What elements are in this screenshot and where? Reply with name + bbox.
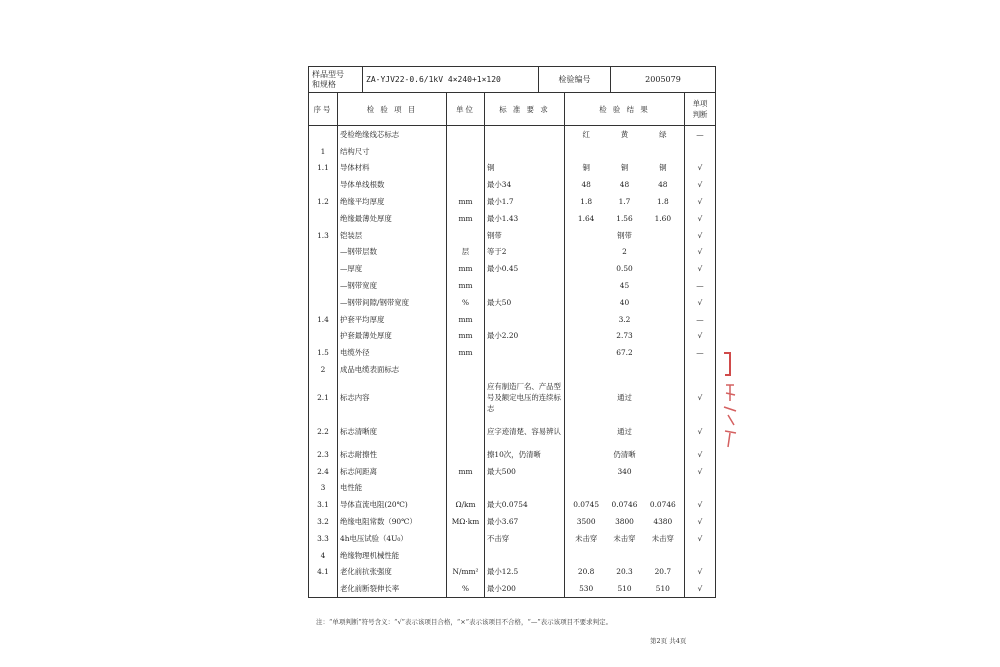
seq-cell — [309, 580, 338, 597]
requirement-cell: 等于2 — [485, 244, 565, 261]
judgment-cell: √ — [685, 260, 716, 277]
result-value: 未击穿 — [651, 533, 674, 543]
item-cell: 绝缘平均厚度 — [338, 193, 447, 210]
judgment-cell: √ — [685, 496, 716, 513]
table-row — [309, 496, 716, 513]
result-cell — [565, 361, 685, 378]
result-cell: 通过 — [565, 418, 685, 446]
requirement-cell: 最小200 — [485, 580, 565, 597]
table-row — [309, 328, 716, 345]
item-cell: —钢带宽度 — [338, 277, 447, 294]
requirement-cell: 最小2.20 — [485, 328, 565, 345]
unit-cell — [447, 227, 485, 244]
unit-cell — [447, 530, 485, 547]
result-cell — [565, 480, 685, 497]
judgment-cell: √ — [685, 580, 716, 597]
result-cell — [565, 176, 685, 193]
seq-cell — [309, 244, 338, 261]
seq-cell: 1.4 — [309, 311, 338, 328]
unit-cell — [447, 361, 485, 378]
table-row — [309, 530, 716, 547]
result-value: 48 — [619, 180, 630, 190]
table-row — [309, 143, 716, 160]
inspection-no-label: 检验编号 — [539, 67, 611, 93]
judgment-cell: √ — [685, 160, 716, 177]
result-value: 1.8 — [580, 197, 593, 207]
item-cell: 标志耐擦性 — [338, 446, 447, 463]
judgment-cell — [685, 143, 716, 160]
judgment-cell: √ — [685, 294, 716, 311]
item-cell: 结构尺寸 — [338, 143, 447, 160]
requirement-cell: 最小1.43 — [485, 210, 565, 227]
seq-cell: 2.1 — [309, 378, 338, 418]
requirement-cell — [485, 547, 565, 564]
item-cell: 导体单线根数 — [338, 176, 447, 193]
seq-cell: 3.2 — [309, 513, 338, 530]
unit-cell: mm — [447, 260, 485, 277]
requirement-cell: 最大0.0754 — [485, 496, 565, 513]
unit-cell: Ω/km — [447, 496, 485, 513]
result-value: 0.0746 — [649, 500, 676, 510]
result-value: 0.0745 — [573, 500, 600, 510]
sample-info-table — [308, 66, 716, 93]
table-row — [309, 210, 716, 227]
result-cell — [565, 547, 685, 564]
result-value: 1.64 — [577, 213, 595, 223]
table-row — [309, 361, 716, 378]
requirement-cell — [485, 480, 565, 497]
table-row — [309, 126, 716, 143]
unit-cell: mm — [447, 344, 485, 361]
result-value: 未击穿 — [613, 533, 636, 543]
result-cell: 2 — [565, 244, 685, 261]
requirement-cell: 最小3.67 — [485, 513, 565, 530]
judgment-cell: √ — [685, 378, 716, 418]
item-cell: 老化前断裂伸长率 — [338, 580, 447, 597]
item-cell: 绝缘电阻常数（90℃） — [338, 513, 447, 530]
judgment-cell: — — [685, 126, 716, 143]
unit-cell — [447, 547, 485, 564]
unit-cell — [447, 176, 485, 193]
result-value: 48 — [581, 180, 591, 190]
unit-cell: mm — [447, 463, 485, 480]
item-cell: —钢带层数 — [338, 244, 447, 261]
unit-cell — [447, 446, 485, 463]
result-cell: 通过 — [565, 378, 685, 418]
result-cell — [565, 496, 685, 513]
item-cell: 成品电缆表面标志 — [338, 361, 447, 378]
result-value: 铜 — [659, 163, 667, 173]
result-value: 510 — [655, 584, 670, 594]
item-cell: 4h电压试验（4U₀） — [338, 530, 447, 547]
item-cell: 老化前抗张强度 — [338, 564, 447, 581]
item-cell: 导体材料 — [338, 160, 447, 177]
unit-cell: MΩ·km — [447, 513, 485, 530]
result-value: 48 — [658, 180, 668, 190]
result-value: 0.0746 — [611, 500, 638, 510]
result-cell: 67.2 — [565, 344, 685, 361]
result-cell — [565, 143, 685, 160]
table-row — [309, 176, 716, 193]
table-row — [309, 193, 716, 210]
seq-cell — [309, 126, 338, 143]
result-cell: 40 — [565, 294, 685, 311]
unit-cell: % — [447, 294, 485, 311]
requirement-cell: 最小34 — [485, 176, 565, 193]
requirement-cell: 最大500 — [485, 463, 565, 480]
judgment-cell: √ — [685, 463, 716, 480]
result-cell: 0.50 — [565, 260, 685, 277]
col-judgment: 单项 判断 — [685, 93, 716, 126]
judgment-cell: √ — [685, 418, 716, 446]
requirement-cell — [485, 311, 565, 328]
result-value: 1.7 — [618, 197, 631, 207]
item-cell: 标志内容 — [338, 378, 447, 418]
table-row — [309, 244, 716, 261]
table-row — [309, 580, 716, 597]
requirement-cell — [485, 277, 565, 294]
requirement-cell: 最大50 — [485, 294, 565, 311]
requirement-cell: 最小12.5 — [485, 564, 565, 581]
red-seal-stamp-edge — [722, 345, 750, 455]
inspection-no-value: 2005079 — [611, 67, 716, 93]
item-cell: 标志清晰度 — [338, 418, 447, 446]
unit-cell: mm — [447, 328, 485, 345]
seq-cell — [309, 294, 338, 311]
results-table — [308, 92, 716, 598]
result-value: 20.8 — [577, 567, 595, 577]
table-row — [309, 564, 716, 581]
item-cell: 绝缘物理机械性能 — [338, 547, 447, 564]
table-row — [309, 513, 716, 530]
judgment-cell: — — [685, 311, 716, 328]
seq-cell: 3.1 — [309, 496, 338, 513]
seq-cell: 1.3 — [309, 227, 338, 244]
col-item: 检 验 项 目 — [338, 93, 447, 126]
seq-cell — [309, 210, 338, 227]
item-cell: 导体直流电阻(20℃) — [338, 496, 447, 513]
seq-cell — [309, 328, 338, 345]
result-cell — [565, 530, 685, 547]
requirement-cell — [485, 361, 565, 378]
result-value: 1.56 — [616, 213, 633, 223]
col-unit: 单位 — [447, 93, 485, 126]
model-value: ZA-YJV22-0.6/1kV 4×240+1×120 — [363, 67, 539, 93]
item-cell: 铠装层 — [338, 227, 447, 244]
table-row — [309, 311, 716, 328]
result-value: 1.60 — [654, 213, 672, 223]
seq-cell: 3 — [309, 480, 338, 497]
judgment-cell: √ — [685, 513, 716, 530]
col-result: 检 验 结 果 — [565, 93, 685, 126]
table-row — [309, 227, 716, 244]
unit-cell: N/mm² — [447, 564, 485, 581]
unit-cell — [447, 126, 485, 143]
table-row — [309, 480, 716, 497]
seq-cell: 4 — [309, 547, 338, 564]
table-row — [309, 463, 716, 480]
requirement-cell — [485, 126, 565, 143]
judgment-cell: √ — [685, 564, 716, 581]
judgment-cell: √ — [685, 210, 716, 227]
requirement-cell: 钢带 — [485, 227, 565, 244]
result-value: 530 — [579, 584, 594, 594]
item-cell: 绝缘最薄处厚度 — [338, 210, 447, 227]
seq-cell: 2.4 — [309, 463, 338, 480]
table-row — [309, 446, 716, 463]
result-cell: 45 — [565, 277, 685, 294]
result-value: 黄 — [620, 129, 629, 139]
requirement-cell: 最小0.45 — [485, 260, 565, 277]
seq-cell — [309, 277, 338, 294]
requirement-cell: 应有制造厂名、产品型号及额定电压的连续标志 — [485, 378, 565, 418]
item-cell: 护套平均厚度 — [338, 311, 447, 328]
table-row — [309, 160, 716, 177]
result-value: 3800 — [615, 517, 634, 527]
judgment-cell — [685, 547, 716, 564]
result-value: 4380 — [653, 517, 673, 527]
judgment-cell: √ — [685, 328, 716, 345]
result-cell — [565, 513, 685, 530]
requirement-cell — [485, 344, 565, 361]
unit-cell: mm — [447, 277, 485, 294]
judgment-cell: — — [685, 277, 716, 294]
table-row — [309, 344, 716, 361]
result-cell: 仍清晰 — [565, 446, 685, 463]
seq-cell — [309, 176, 338, 193]
footnote: 注：“单项判断”符号含义：“√”表示该项目合格，“×”表示该项目不合格，“—”表示该项目不要求判定。 — [316, 618, 613, 626]
seq-cell: 3.3 — [309, 530, 338, 547]
col-seq: 序号 — [309, 93, 338, 126]
item-cell: 电缆外径 — [338, 344, 447, 361]
item-cell: 标志间距离 — [338, 463, 447, 480]
unit-cell — [447, 378, 485, 418]
test-report-sheet — [308, 66, 716, 598]
result-value: 绿 — [659, 129, 667, 139]
seq-cell: 1.2 — [309, 193, 338, 210]
requirement-cell: 应字迹清楚、容易辨认 — [485, 418, 565, 446]
seq-cell: 1 — [309, 143, 338, 160]
unit-cell: % — [447, 580, 485, 597]
judgment-cell: √ — [685, 227, 716, 244]
seq-cell: 1.5 — [309, 344, 338, 361]
unit-cell: mm — [447, 210, 485, 227]
result-value: 3500 — [576, 517, 596, 527]
unit-cell — [447, 480, 485, 497]
judgment-cell: — — [685, 344, 716, 361]
table-row — [309, 547, 716, 564]
result-cell: 340 — [565, 463, 685, 480]
table-row — [309, 294, 716, 311]
seq-cell: 2 — [309, 361, 338, 378]
judgment-cell: √ — [685, 530, 716, 547]
requirement-cell: 铜 — [485, 160, 565, 177]
page-number: 第2页 共4页 — [650, 637, 687, 645]
result-cell — [565, 210, 685, 227]
seq-cell — [309, 260, 338, 277]
item-cell: —厚度 — [338, 260, 447, 277]
result-cell: 2.73 — [565, 328, 685, 345]
result-cell: 3.2 — [565, 311, 685, 328]
item-cell: 受检绝缘线芯标志 — [338, 126, 447, 143]
result-cell — [565, 193, 685, 210]
seq-cell: 2.3 — [309, 446, 338, 463]
result-cell — [565, 160, 685, 177]
item-cell: —钢带间隙/钢带宽度 — [338, 294, 447, 311]
seq-cell: 1.1 — [309, 160, 338, 177]
table-row — [309, 260, 716, 277]
judgment-cell — [685, 361, 716, 378]
result-value: 20.3 — [616, 567, 633, 577]
unit-cell: mm — [447, 311, 485, 328]
unit-cell: mm — [447, 193, 485, 210]
result-value: 铜 — [582, 163, 590, 173]
requirement-cell — [485, 143, 565, 160]
requirement-cell: 最小1.7 — [485, 193, 565, 210]
unit-cell — [447, 418, 485, 446]
result-value: 20.7 — [654, 567, 672, 577]
seq-cell: 4.1 — [309, 564, 338, 581]
result-cell — [565, 126, 685, 143]
seq-cell: 2.2 — [309, 418, 338, 446]
model-label: 样品型号 和规格 — [309, 67, 363, 93]
judgment-cell — [685, 480, 716, 497]
judgment-cell: √ — [685, 446, 716, 463]
result-value: 红 — [582, 129, 590, 139]
table-row — [309, 418, 716, 446]
col-requirement: 标 准 要 求 — [485, 93, 565, 126]
result-value: 铜 — [620, 163, 629, 173]
table-row — [309, 378, 716, 418]
judgment-cell: √ — [685, 176, 716, 193]
unit-cell: 层 — [447, 244, 485, 261]
result-value: 510 — [617, 584, 632, 594]
item-cell: 电性能 — [338, 480, 447, 497]
result-value: 未击穿 — [575, 533, 598, 543]
unit-cell — [447, 160, 485, 177]
table-row — [309, 277, 716, 294]
result-cell — [565, 564, 685, 581]
unit-cell — [447, 143, 485, 160]
item-cell: 护套最薄处厚度 — [338, 328, 447, 345]
result-value: 1.8 — [656, 197, 669, 207]
requirement-cell: 不击穿 — [485, 530, 565, 547]
judgment-cell: √ — [685, 244, 716, 261]
result-cell — [565, 580, 685, 597]
result-cell: 钢带 — [565, 227, 685, 244]
requirement-cell: 擦10次，仍清晰 — [485, 446, 565, 463]
header-row — [309, 93, 716, 126]
judgment-cell: √ — [685, 193, 716, 210]
